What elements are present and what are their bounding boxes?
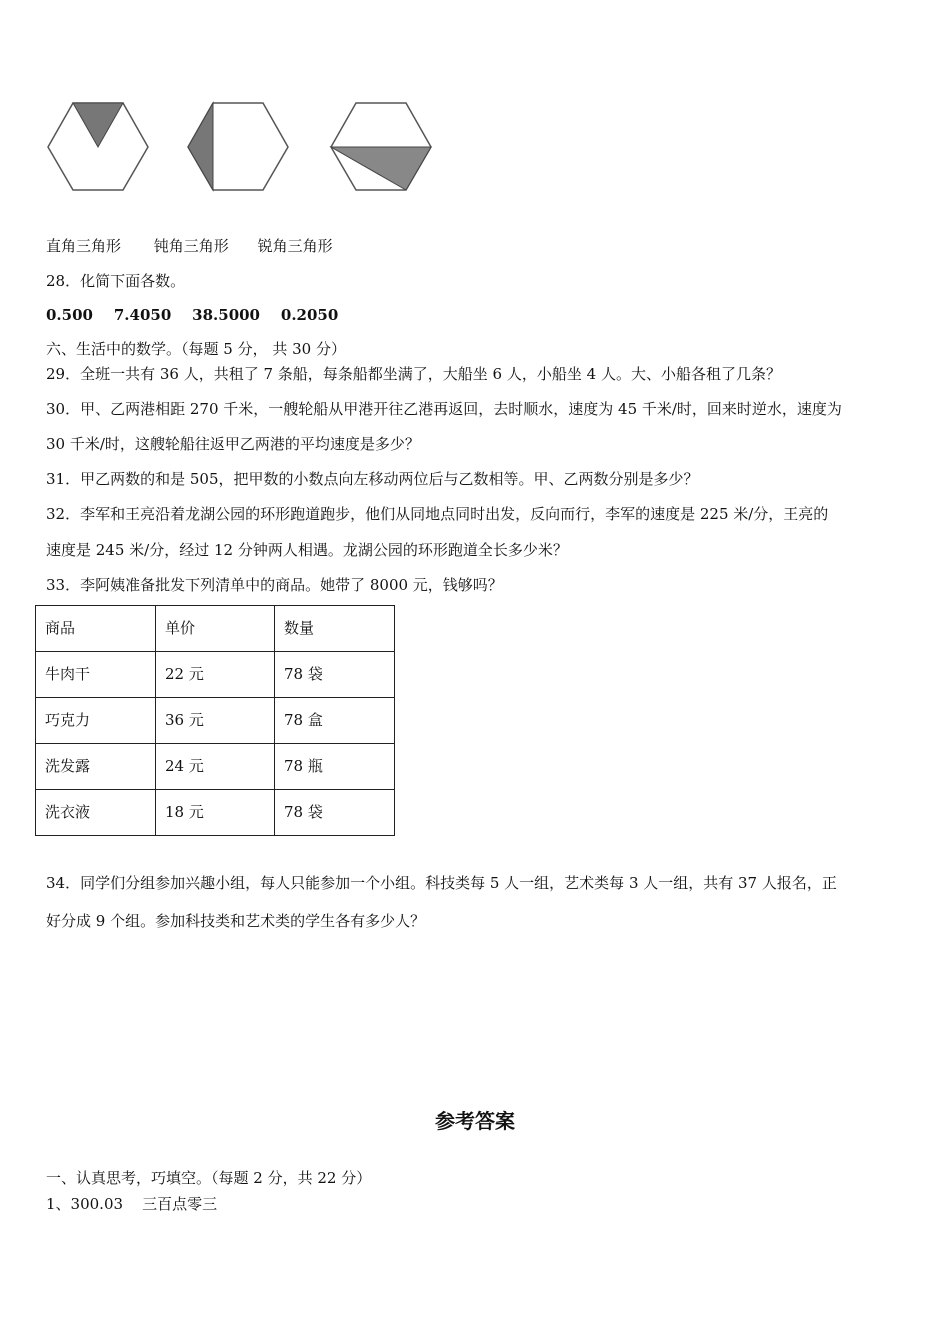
caption-acute-triangle: 锐角三角形 [257, 237, 333, 255]
table-header-row [36, 606, 395, 652]
table-cell: 18 元 [156, 790, 275, 836]
hexagon-acute-triangle [331, 103, 431, 190]
table-cell: 78 盒 [275, 698, 395, 744]
question-34-line-1: 34．同学们分组参加兴趣小组，每人只能参加一个小组。科技类每 5 人一组，艺术类每 3 人一组，共有 37 人报名，正 [46, 874, 837, 892]
hexagon-figures [40, 95, 450, 200]
question-31: 31．甲乙两数的和是 505，把甲数的小数点向左移动两位后与乙数相等。甲、乙两数分别是多少？ [46, 470, 699, 488]
answers-section-1-heading: 一、认真思考，巧填空。（每题 2 分，共 22 分） [46, 1169, 372, 1187]
table-header-cell: 单价 [156, 606, 275, 652]
table-cell: 洗发露 [36, 744, 156, 790]
table-cell: 78 袋 [275, 652, 395, 698]
table-cell: 36 元 [156, 698, 275, 744]
section-6-heading: 六、生活中的数学。（每题 5 分， 共 30 分） [46, 340, 346, 358]
question-28-numbers: 0.500 7.4050 38.5000 0.2050 [46, 306, 339, 324]
table-cell: 78 瓶 [275, 744, 395, 790]
question-33: 33．李阿姨准备批发下列清单中的商品。她带了 8000 元，钱够吗？ [46, 576, 503, 594]
answer-1: 1、300.03 三百点零三 [46, 1195, 218, 1213]
question-30-line-2: 30 千米/时，这艘轮船往返甲乙两港的平均速度是多少？ [46, 435, 420, 453]
question-32-line-2: 速度是 245 米/分，经过 12 分钟两人相遇。龙湖公园的环形跑道全长多少米？ [46, 541, 568, 559]
table-cell: 22 元 [156, 652, 275, 698]
figure-captions [46, 236, 333, 256]
goods-table [35, 605, 395, 836]
table-cell: 牛肉干 [36, 652, 156, 698]
table-row [36, 652, 395, 698]
hexagon-obtuse-triangle [188, 103, 288, 190]
table-row [36, 790, 395, 836]
caption-right-triangle: 直角三角形 [46, 237, 122, 255]
table-header-cell: 数量 [275, 606, 395, 652]
hexagon-right-triangle [48, 103, 148, 190]
question-30-line-1: 30．甲、乙两港相距 270 千米，一艘轮船从甲港开往乙港再返回，去时顺水，速度为 45 千米/时，回来时逆水，速度为 [46, 400, 842, 418]
question-34-line-2: 好分成 9 个组。参加科技类和艺术类的学生各有多少人？ [46, 912, 426, 930]
question-32-line-1: 32．李军和王亮沿着龙湖公园的环形跑道跑步，他们从同地点同时出发，反向而行，李军的速度是 225 米/分，王亮的 [46, 505, 829, 523]
table-cell: 24 元 [156, 744, 275, 790]
question-29: 29．全班一共有 36 人，共租了 7 条船，每条船都坐满了，大船坐 6 人，小船坐 4 人。大、小船各租了几条？ [46, 365, 781, 383]
answers-title: 参考答案 [435, 1109, 515, 1133]
table-row [36, 698, 395, 744]
caption-obtuse-triangle: 钝角三角形 [153, 237, 229, 255]
table-header-cell: 商品 [36, 606, 156, 652]
table-cell: 洗衣液 [36, 790, 156, 836]
table-cell: 78 袋 [275, 790, 395, 836]
table-cell: 巧克力 [36, 698, 156, 744]
question-28: 28．化简下面各数。 [46, 272, 186, 290]
table-row [36, 744, 395, 790]
